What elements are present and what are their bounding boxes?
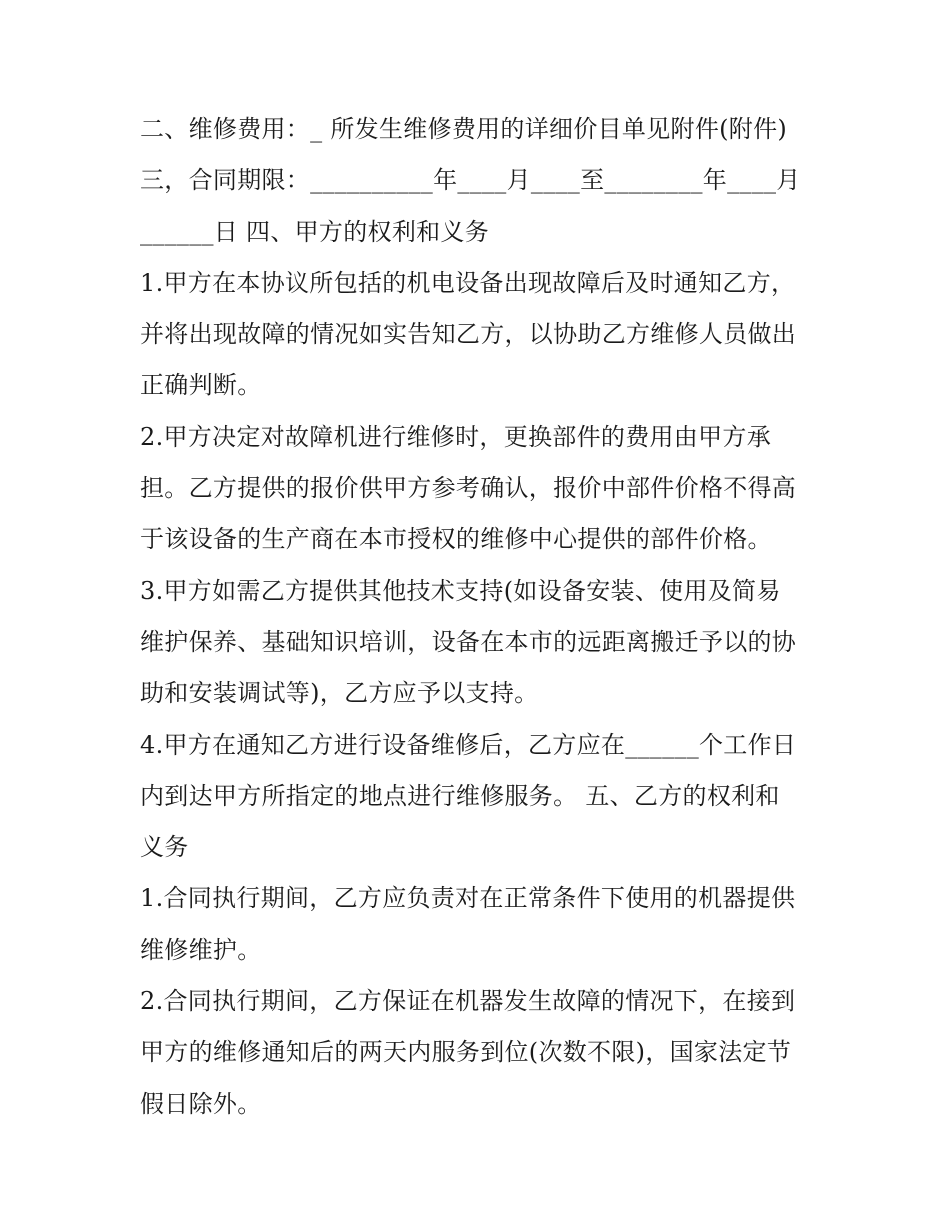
text-line: 内到达甲方所指定的地点进行维修服务。 五、乙方的权利和 (140, 781, 780, 810)
text-line: 担。乙方提供的报价供甲方参考确认，报价中部件价格不得高 (140, 474, 797, 503)
text-line: 2.合同执行期间，乙方保证在机器发生故障的情况下，在接到 (140, 987, 796, 1016)
document-body (140, 104, 820, 1130)
text-line: 维护保养、基础知识培训，设备在本市的远距离搬迁予以的协 (140, 627, 797, 656)
text-line: 于该设备的生产商在本市授权的维修中心提供的部件价格。 (140, 525, 772, 554)
text-line: 维修维护。 (140, 935, 262, 964)
text-line-term-end: ______日 四、甲方的权利和义务 (140, 217, 490, 246)
text-line: 1.甲方在本协议所包括的机电设备出现故障后及时通知乙方， (140, 268, 796, 297)
text-line: 1.合同执行期间，乙方应负责对在正常条件下使用的机器提供 (140, 884, 796, 913)
text-line: 甲方的维修通知后的两天内服务到位(次数不限)，国家法定节 (140, 1038, 792, 1067)
text-line: 并将出现故障的情况如实告知乙方，以协助乙方维修人员做出 (140, 320, 797, 349)
text-line-term: 三，合同期限：__________年____月____至________年____月 (140, 166, 801, 195)
text-line: 假日除外。 (140, 1089, 262, 1118)
text-line: 2.甲方决定对故障机进行维修时，更换部件的费用由甲方承 (140, 422, 771, 451)
text-line-fees: 二、维修费用：_ 所发生维修费用的详细价目单见附件(附件) (140, 115, 788, 143)
text-line: 4.甲方在通知乙方进行设备维修后，乙方应在______个工作日 (140, 730, 797, 759)
text-line: 3.甲方如需乙方提供其他技术支持(如设备安装、使用及简易 (140, 576, 781, 605)
text-line: 助和安装调试等)，乙方应予以支持。 (140, 679, 539, 708)
text-line: 义务 (140, 833, 189, 862)
text-line: 正确判断。 (140, 371, 262, 400)
